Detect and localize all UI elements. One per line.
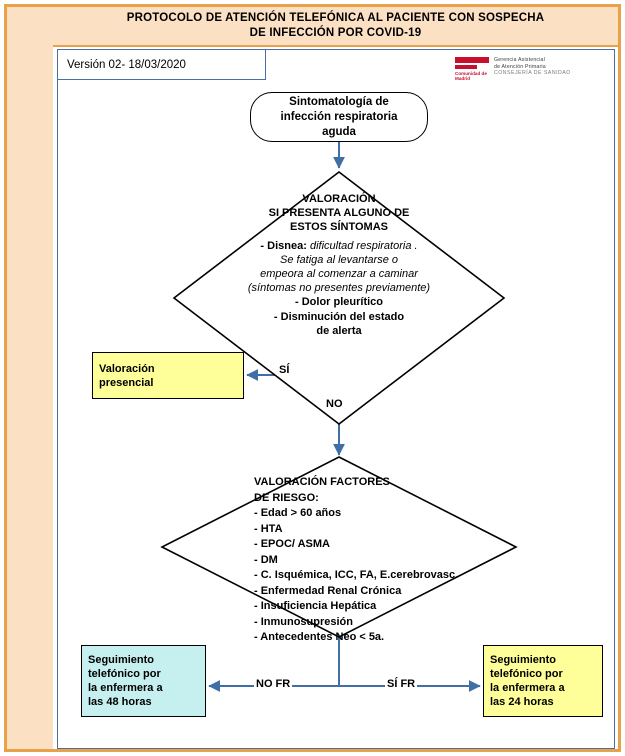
logo-wordmark [494, 57, 571, 76]
edge-label-no-fr: NO FR [256, 678, 291, 690]
institution-logo [455, 54, 603, 80]
followup-48h-node [81, 645, 206, 717]
edge-label-si-fr: SÍ FR [387, 678, 416, 690]
symptoms-item-2: - Dolor pleurítico [295, 296, 383, 309]
risk-item: - Antecedentes Neo < 5a. [254, 631, 385, 643]
risk-item: - Inmunosupresión [254, 615, 353, 628]
followup48-line-1: Seguimiento [88, 654, 155, 666]
logo-line-1: Gerencia Asistencial [494, 57, 545, 64]
symptoms-item-1-italic-4: (síntomas no presentes previamente) [247, 282, 431, 295]
followup48-line-4: las 48 horas [88, 696, 152, 708]
decision-risk-label [254, 475, 504, 646]
followup-24h-node [483, 645, 603, 717]
symptoms-item-1-italic-2: Se fatiga al levantarse o [279, 253, 399, 266]
edge-label-si: SÍ [279, 364, 290, 376]
start-line-1: Sintomatología de [289, 95, 389, 108]
risk-item: - Enfermedad Renal Crónica [254, 584, 402, 597]
symptoms-item-3: - Disminución del estado [273, 310, 405, 323]
logo-line-2: de Atención Primaria [494, 63, 546, 70]
followup24-line-2: telefónico por [490, 668, 563, 680]
followup48-line-2: telefónico por [88, 668, 161, 680]
edge-label-no: NO [326, 398, 343, 410]
decision-symptoms-label [194, 192, 484, 338]
risk-item: - HTA [254, 522, 283, 535]
left-decorative-band [7, 7, 53, 749]
start-line-2: infección respiratoria [280, 110, 398, 123]
risk-header-2: DE RIESGO: [254, 491, 319, 504]
valoracion-presencial-node [92, 352, 244, 399]
followup24-line-3: la enfermera a [490, 682, 565, 694]
start-line-3: aguda [322, 125, 356, 138]
version-label: Versión 02- 18/03/2020 [67, 58, 186, 71]
symptoms-item-1-italic-3: empeora al comenzar a caminar [260, 268, 418, 281]
decision-risk-node [160, 455, 518, 643]
followup48-line-3: la enfermera a [88, 682, 163, 694]
comunidad-de-madrid-logo-icon [455, 56, 489, 81]
followup24-line-4: las 24 horas [490, 696, 554, 708]
presencial-line-2: presencial [99, 376, 154, 389]
start-node [250, 92, 428, 142]
symptoms-header-1: VALORACIÓN [302, 193, 376, 205]
document-title-bar [53, 7, 618, 47]
risk-item: - Insuficiencia Hepática [254, 600, 377, 612]
page-title [119, 11, 553, 41]
risk-item: - Edad > 60 años [254, 507, 342, 519]
page-title-line1: PROTOCOLO DE ATENCIÓN TELEFÓNICA AL PACIENTE CON SOSPECHA [126, 12, 545, 24]
page-title-line2: DE INFECCIÓN POR COVID-19 [249, 27, 422, 39]
presencial-line-1: Valoración [99, 362, 155, 375]
risk-item: - C. Isquémica, ICC, FA, E.cerebrovasc. [254, 569, 459, 581]
risk-item: - EPOC/ ASMA [254, 538, 330, 550]
followup24-line-1: Seguimiento [490, 654, 557, 666]
symptoms-item-1-bold: - Disnea: [260, 239, 307, 252]
logo-mark-text: Comunidad de Madrid [455, 71, 487, 81]
symptoms-header-3: ESTOS SÍNTOMAS [289, 221, 388, 234]
risk-header-1: VALORACIÓN FACTORES [254, 476, 390, 488]
symptoms-item-4: de alerta [316, 324, 362, 337]
symptoms-item-1-italic: dificultad respiratoria . [306, 239, 418, 252]
version-box [58, 50, 266, 80]
symptoms-item-1 [194, 239, 484, 253]
logo-line-3: CONSEJERÍA DE SANIDAD [494, 70, 571, 77]
risk-item: - DM [254, 553, 278, 566]
symptoms-header-2: SI PRESENTA ALGUNO DE [268, 207, 410, 220]
